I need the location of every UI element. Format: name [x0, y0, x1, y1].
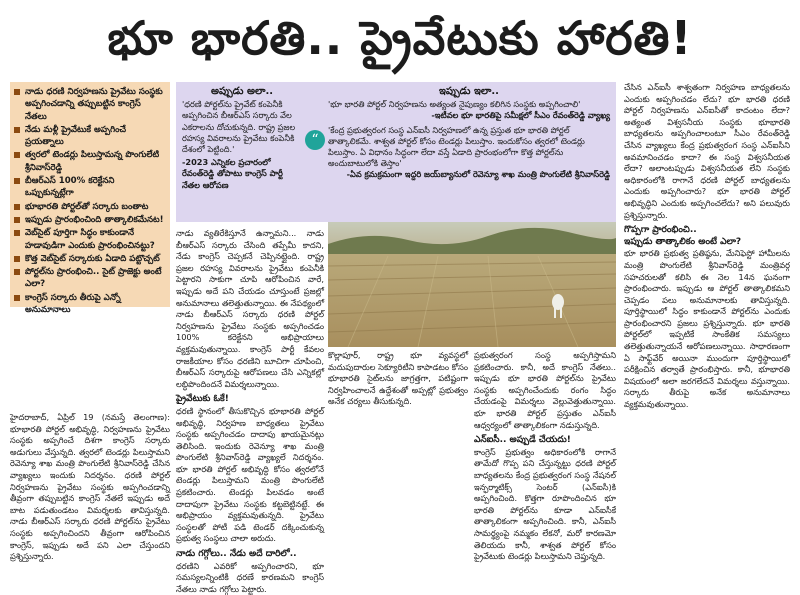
headline: భూ భారతి.. ప్రైవేటుకు హారతి!: [107, 11, 693, 65]
bullet-icon: [14, 269, 20, 275]
bullet-icon: [14, 152, 20, 158]
list-item: కొత్త వెబ్‌సైట్‌ సర్కారుకు ఏడాది పట్టొచ్చట్‌: [14, 253, 164, 265]
article-column-5: చేసిన ఎన్‌ఐసీ శాశ్వతంగా నిర్వహణ బాధ్యతలను ఎందుకు అప్పగించడం లేదు? భూ భారతి ధరణి పోర్టల్‌ నిర్వహణను ఎన్‌ఐసీతో కాదంటం లేదా? అత్యంత విశ్వసనీయ సంస్థకు భూభారతి బాధ్యతలను అప్పగించాలంటూ సీఎం రేవంత్‌రెడ్డి చేసిన వ్యాఖ్యలు కేంద్ర ప్రభుత్వరంగ సంస్థ ఎన్‌ఐసీని అవమానించడం కాదా? ఈ సంస్థ విశ్వసనీయత లేదా? అలాంటప్పుడు విశ్వసనీయత లేని సంస్థకు అధికారంలోకి రాగానే ధరణి పోర్టల్‌ బాధ్యతలను ఎందుకు అప్పగించారు? భూ భారతి పోర్టల్‌ అభివృద్ధిని ఎందుకు అప్పగించలేదు? అని పలువురు ప్రశ్నిస్తున్నారు. గొప్పగా ప్రారంభించి.. ఇప్పుడు తాత్కాలికం అంటే ఎలా? భూ భారతి ప్రభుత్వ ప్రతిష్ఠను, మేనిఫెస్టో హామీలను మంత్రి పొంగులేటి శ్రీనివాస్‌రెడ్డి మంత్రివర్గ సహచరులతో కలిసి ఈ నెల 14న ఘనంగా ప్రారంభించారు. ఇప్పుడు ఆ పోర్టల్‌ తాత్కాలికమని చెప్పడం పలు అనుమానాలకు తావిస్తున్నది. పూర్తిస్థాయిలో సిద్ధం కాకుండానే పోర్టల్‌ను ఎందుకు ప్రారంభించారని ప్రజలు ప్రశ్నిస్తున్నారు. భూ భారతి పోర్టల్‌లో ఇప్పటికే సాంకేతిక సమస్యలు తలెత్తుతున్నాయనే ఆరోపణలున్నాయి. సాధారణంగా ఏ సాఫ్ట్‌వేర్‌ అయినా ముందుగా పూర్తిస్థాయిలో పరీక్షించిన తర్వాతే ప్రారంభిస్తారు. కానీ, భూభారతి విషయంలో అలా జరగలేదనే విమర్శలు వస్తున్నాయి. సర్కారు తీరుపై అనేక అనుమానాలు వ్యక్తమవుతున్నాయి.: [624, 82, 790, 410]
list-item: ఇప్పుడు ప్రారంభించింది తాత్కాలికమేనట!: [14, 214, 164, 226]
quote-box: [176, 82, 616, 222]
quote-icon: “: [305, 130, 325, 150]
bullet-icon: [14, 230, 20, 236]
quote-now-text-1: 'భూ భారతి పోర్టల్‌ నిర్వహణను అత్యంత నైపుణ్యం కలిగిన సంస్థకు అప్పగించాలి': [328, 99, 581, 110]
article-column-1: హైదరాబాద్‌, ఏప్రిల్‌ 19 (నమస్తే తెలంగాణ): భూభారతి పోర్టల్‌ అభివృద్ధి, నిర్వహణను ప్రైవేటు సంస్థకు అప్పగించే దిశగా కాంగ్రెస్‌ సర్కారు అడుగులు వేస్తున్నది. త్వరలో టెండర్లు పిలుస్తామని రెవెన్యూ శాఖ మంత్రి పొంగులేటి శ్రీనివాస్‌రెడ్డి చేసిన వ్యాఖ్యలు ఇందుకు నిదర్శనం. ధరణి పోర్టల్‌ నిర్వహణను ప్రైవేటు సంస్థకు అప్పగించడాన్ని తీవ్రంగా తప్పుబట్టిన కాంగ్రెస్‌ నేతలే ఇప్పుడు అదే బాట పడుతుండటం విమర్శలకు తావిస్తున్నది. నాడు బీఆర్‌ఎస్‌ సర్కారు ధరణి పోర్టల్‌ను ప్రైవేటు సంస్థకు అప్పగించిందని తీవ్రంగా ఆరోపించిన కాంగ్రెస్‌, ఇప్పుడు అదే పని ఎలా చేస్తుందని ప్రశ్నిస్తున్నారు.: [10, 412, 170, 562]
subheading: ఇప్పుడు తాత్కాలికం అంటే ఎలా?: [624, 236, 742, 247]
subheading: నాడు గగ్గోలు.. నేడు అదే దారిలో..: [176, 549, 297, 560]
list-item: భూభారతి పోర్టల్‌తో సర్కారు బంతాట: [14, 201, 164, 213]
bullet-icon: [14, 178, 20, 184]
field-photo: [328, 222, 616, 347]
quote-then-title: అప్పుడు అలా..: [210, 86, 274, 97]
article-column-4: ప్రభుత్వరంగ సంస్థ అప్పగిస్తామని ప్రకటించారు. కానీ, అదే కాంగ్రెస్‌ నేతలు.. ఇప్పుడు భూ భారతి పోర్టల్‌ను ప్రైవేటు సంస్థకు అప్పగించేందుకు రంగం సిద్ధం చేయడంపై విమర్శలు వెల్లువెత్తుతున్నాయి. భూ భారతి పోర్టల్‌ ప్రస్తుతం ఎన్‌ఐసీ ఆధ్వర్యంలో తాత్కాలికంగా నడుస్తున్నది. ఎన్‌ఐసీ.. అప్పుడే చేయదు! కాంగ్రెస్‌ ప్రభుత్వం అధికారంలోకి రాగానే తామేదో గొప్ప పని చేస్తున్నట్టు ధరణి పోర్టల్‌ బాధ్యతలను కేంద్ర ప్రభుత్వరంగ సంస్థ నేషనల్‌ ఇన్ఫర్మాటిక్స్‌ సెంటర్‌ (ఎన్‌ఐసీ)కి అప్పగించింది. కొత్తగా రూపొందించిన భూ భారతి పోర్టల్‌ను కూడా ఎన్‌ఐసీకే తాత్కాలికంగా అప్పగించింది. కానీ, ఎన్‌ఐసీ సామర్థ్యంపై నమ్మకం లేకనో, మరో కారణమో తెలియదు కానీ, శాశ్వత పోర్టల్‌ కోసం ప్రైవేటుకు టెండర్లు పిలుస్తామని చెప్తున్నది.: [474, 350, 616, 562]
quote-then-text: 'ధరణి పోర్టల్‌ను ప్రైవేట్‌ కంపెనీకి అప్పగించిన బీఆర్‌ఎస్‌ సర్కారు వేల ఎకరాలను దోచుకున్నది. రాష్ట్ర ప్రజల రహస్య వివరాలను ప్రైవేటు కంపెనీకి దేశంలో పెట్టింది.': [182, 99, 296, 155]
quote-now: [328, 86, 610, 181]
subheading: ప్రైవేటుకు ఓకే!: [176, 394, 229, 405]
bullet-icon: [14, 217, 20, 223]
bullet-icon: [14, 204, 20, 210]
list-item: కాంగ్రెస్‌ సర్కారు తీరుపై ఎన్నో అనుమానాలు: [14, 292, 164, 317]
quote-then-attribution: -2023 ఎన్నికల ప్రచారంలో రేవంత్‌రెడ్డి తోపాటు కాంగ్రెస్‌ పార్టీ నేతల ఆరోపణ: [182, 157, 283, 190]
bullet-icon: [14, 127, 20, 133]
subheading: ఎన్‌ఐసీ.. అప్పుడే చేయదు!: [474, 435, 571, 446]
quote-now-attribution-2: -ఏవ క్రమక్రమంగా ఇద్దరి జయ్‌బ్యానులో రెవెన్యూ శాఖ మంత్రి పొంగులేటి శ్రీనివాస్‌రెడ్డి: [346, 169, 610, 180]
quote-now-text-2: 'కేంద్ర ప్రభుత్వరంగ సంస్థ ఎన్‌ఐసీ నిర్వహణలో ఉన్న ప్రస్తుత భూ భారతి పోర్టల్‌ తాత్కాలికమే. శాశ్వత పోర్టల్‌ కోసం టెండర్లు పిలుస్తాం. ఇందుకోసం త్వరలో టెండర్లు పిలుస్తాం. ఏ విధానం సిద్ధంగా లేదా వస్తే ఏడాది ప్రారంభంలోగా కొత్త పోర్టల్‌ను అందుబాటులోకి తెస్తాం': [328, 124, 585, 169]
bullet-icon: [14, 295, 20, 301]
quote-now-attribution-1: -ఇటీవల భూ భారతిపై సమీక్షలో సీఎం రేవంత్‌రెడ్డి వ్యాఖ్య: [431, 110, 610, 121]
bullet-icon: [14, 89, 20, 95]
list-item: పోర్టల్‌ను ప్రారంభించి.. సైట్‌ ప్రాజెక్టు అంటే ఎలా?: [14, 266, 164, 291]
field-photo-illustration: [328, 222, 616, 347]
list-item: త్వరలో టెండర్లు పిలుస్తామన్న పొంగులేటి శ్రీనివాస్‌రెడ్డి: [14, 149, 164, 174]
quote-now-title: ఇప్పుడు ఇలా..: [439, 86, 499, 97]
subheading: గొప్పగా ప్రారంభించి..: [624, 225, 697, 236]
article-column-2: నాడు వ్యతిరేకిస్తూనే ఉన్నామని... నాడు బీఆర్‌ఎస్‌ సర్కారు చేసింది తప్పేమీ కాదని, నేడు కాంగ్రెస్‌ చెప్పకనే చెప్పినట్లైంది. రాష్ట్ర ప్రజల రహస్య వివరాలను ప్రైవేటు కంపెనీకి పెట్టారని సాకుగా చూపి ఆరోపించిన వారే, ఇప్పుడు అదే పని చేయడం చూస్తుంటే ప్రజల్లో అనుమానాలు తలెత్తుతున్నాయి. ఈ నేపథ్యంలో నాడు బీఆర్‌ఎస్‌ సర్కారు ధరణి పోర్టల్‌ నిర్వహణను ప్రైవేటు సంస్థకు అప్పగించడం 100% కరెక్టేనని అభిప్రాయాలు వ్యక్తమవుతున్నాయి. కాంగ్రెస్‌ పార్టీ కేవలం రాజకీయాల కోసం ధరణిని బూచిగా చూపించి, బీఆర్‌ఎస్‌ సర్కారుపై ఆరోపణలు చేసి ఎన్నికల్లో లబ్ధిపొందిందనే విమర్శలున్నాయి. ప్రైవేటుకు ఓకే! ధరణి స్థానంలో తీసుకొచ్చిన భూభారతి పోర్టల్‌ అభివృద్ధి, నిర్వహణ బాధ్యతలు ప్రైవేటు సంస్థకు అప్పగించడం దాదాపు ఖాయమైనట్లు తెలిసింది. ఇందుకు రెవెన్యూ శాఖ మంత్రి పొంగులేటి శ్రీనివాస్‌రెడ్డి వ్యాఖ్యలే నిదర్శనం. భూ భారతి పోర్టల్‌ అభివృద్ధి కోసం త్వరలోనే టెండర్లు పిలుస్తామని మంత్రి పొంగులేటి ప్రకటించారు. టెండర్లు పిలవడం అంటే దాదాపుగా ప్రైవేటు సంస్థకు కట్టబెట్టినట్టే. ఈ అభిప్రాయం వ్యక్తమవుతున్నది. ప్రైవేటు సంస్థలతో పోటీ పడి టెండర్‌ దక్కించుకున్న ప్రభుత్వ సంస్థలు చాలా అరుదు. నాడు గగ్గోలు.. నేడు అదే దారిలో.. ధరణిని ఎవరికో అప్పగించారని, భూ సమస్యలన్నింటికీ ధరణే కారణమని కాంగ్రెస్‌ నేతలు నాడు గగ్గోలు పెట్టారు.: [176, 228, 324, 594]
article-column-3: కొల్లాపూర్‌, రాష్ట్ర భూ వ్యవస్థలో మదుపుదారుల సెక్యూరిటీని కాపాడటం కోసం భూభారతి సైట్‌లను జాగ్రత్తగా, పటిష్టంగా నిర్వహించాలనే ఉద్దేశంతో అప్పట్లో ప్రభుత్వం అనేక చర్యలు తీసుకున్నది.: [328, 350, 468, 407]
list-item: వెబ్‌సైట్‌ పూర్తిగా సిద్ధం కాకుండానే హడావుడిగా ఎందుకు ప్రారంభించినట్టు?: [14, 227, 164, 252]
list-item: నేడు మళ్లీ ప్రైవేటుకే అప్పగించే ప్రయత్నాలు: [14, 124, 164, 149]
list-item: బీఆర్‌ఎస్‌ 100% కరెక్టేనని ఒప్పుకున్నట్లేగా: [14, 175, 164, 200]
quote-then: [182, 86, 302, 191]
bullet-icon: [14, 256, 20, 262]
sidebar-highlights: [10, 82, 170, 316]
list-item: నాడు ధరణి నిర్వహణను ప్రైవేటు సంస్థకు అప్పగించడాన్ని తప్పుబట్టిన కాంగ్రెస్‌ నేతలు: [14, 86, 164, 123]
